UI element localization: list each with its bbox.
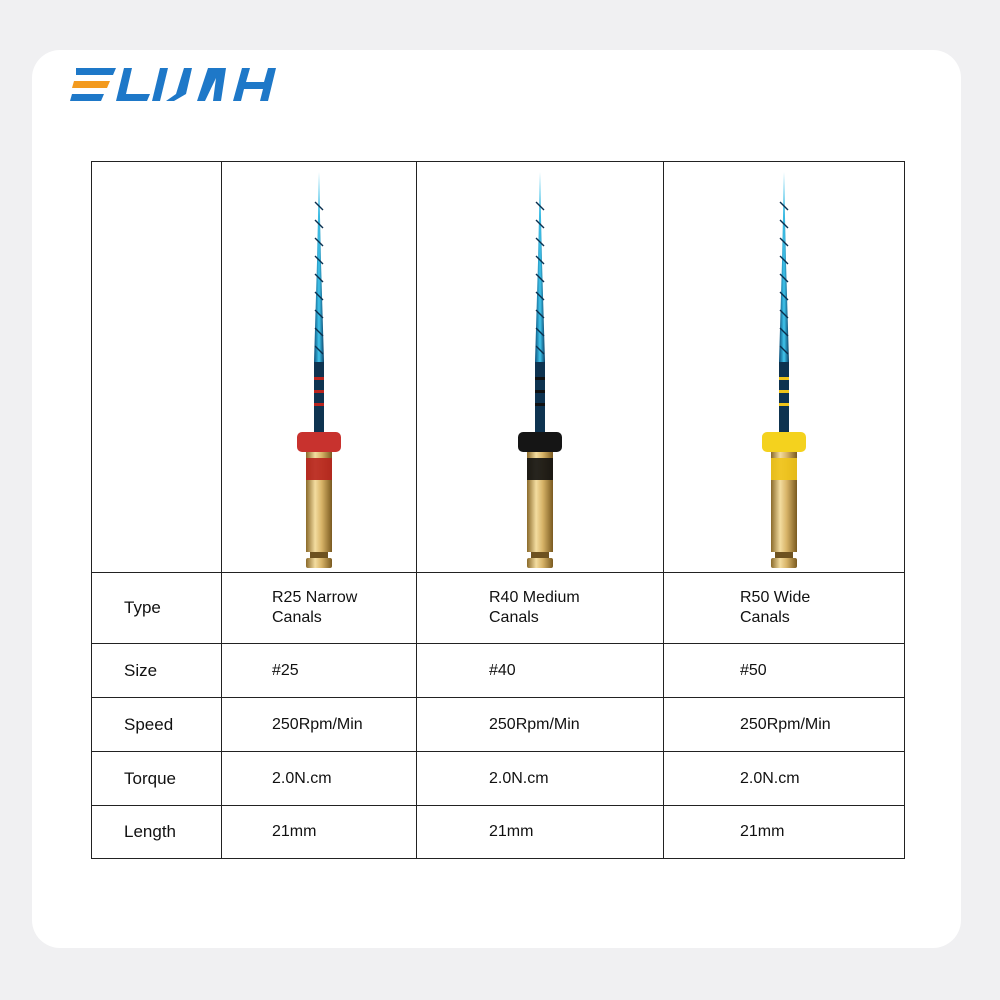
handle-groove <box>531 552 549 558</box>
torque-value-r40: 2.0N.cm <box>489 769 549 787</box>
size-value-r40: #40 <box>489 661 516 679</box>
handle-tip <box>306 558 332 568</box>
spec-table <box>91 161 905 859</box>
depth-marker <box>779 377 789 380</box>
size-value-r25: #25 <box>272 661 299 679</box>
depth-marker <box>779 403 789 406</box>
torque-value-r25: 2.0N.cm <box>272 769 332 787</box>
type-value-r50 <box>664 573 905 644</box>
length-value-r50: 21mm <box>740 823 785 840</box>
file-shank <box>314 362 324 432</box>
speed-label: Speed <box>92 698 222 752</box>
torque-row <box>92 752 905 806</box>
type-value-r25 <box>222 573 417 644</box>
file-shank <box>535 362 545 432</box>
size-row <box>92 644 905 698</box>
type-line2: Canals <box>489 609 539 626</box>
file-image-cell-r40 <box>417 162 664 573</box>
file-image-cell-r50 <box>664 162 905 573</box>
depth-marker <box>314 377 324 380</box>
image-row <box>92 162 905 573</box>
depth-marker <box>535 377 545 380</box>
torque-label: Torque <box>92 752 222 806</box>
speed-value-r50: 250Rpm/Min <box>740 715 831 733</box>
size-value-r50: #50 <box>740 661 767 679</box>
depth-marker <box>314 403 324 406</box>
length-value-r25: 21mm <box>272 823 317 840</box>
depth-marker <box>779 390 789 393</box>
color-band <box>771 458 797 480</box>
handle-tip <box>527 558 553 568</box>
length-row <box>92 806 905 859</box>
speed-value-r40: 250Rpm/Min <box>489 715 580 733</box>
color-band <box>306 458 332 480</box>
color-band <box>527 458 553 480</box>
handle-groove <box>775 552 793 558</box>
handle-tip <box>771 558 797 568</box>
empty-corner-cell <box>92 162 222 573</box>
size-label: Size <box>92 644 222 698</box>
type-line1: R50 Wide <box>740 589 811 606</box>
speed-value-r25: 250Rpm/Min <box>272 715 363 733</box>
type-value-r40 <box>417 573 664 644</box>
file-image-r50 <box>754 162 814 572</box>
file-image-cell-r25 <box>222 162 417 573</box>
handle-groove <box>310 552 328 558</box>
depth-marker <box>535 403 545 406</box>
brand-logo <box>66 64 292 108</box>
length-value-r40: 21mm <box>489 823 534 840</box>
type-line1: R40 Medium <box>489 589 580 606</box>
elijah-logo-graphic <box>66 64 292 108</box>
depth-marker <box>314 390 324 393</box>
silicone-stopper <box>518 432 562 452</box>
type-line2: Canals <box>740 609 790 626</box>
type-row <box>92 573 905 644</box>
depth-marker <box>535 390 545 393</box>
type-label: Type <box>92 573 222 644</box>
file-shank <box>779 362 789 432</box>
file-image-r40 <box>510 162 570 572</box>
speed-row <box>92 698 905 752</box>
length-label: Length <box>92 806 222 859</box>
type-line1: R25 Narrow <box>272 589 358 606</box>
file-image-r25 <box>289 162 349 572</box>
silicone-stopper <box>297 432 341 452</box>
type-line2: Canals <box>272 609 322 626</box>
torque-value-r50: 2.0N.cm <box>740 769 800 787</box>
silicone-stopper <box>762 432 806 452</box>
